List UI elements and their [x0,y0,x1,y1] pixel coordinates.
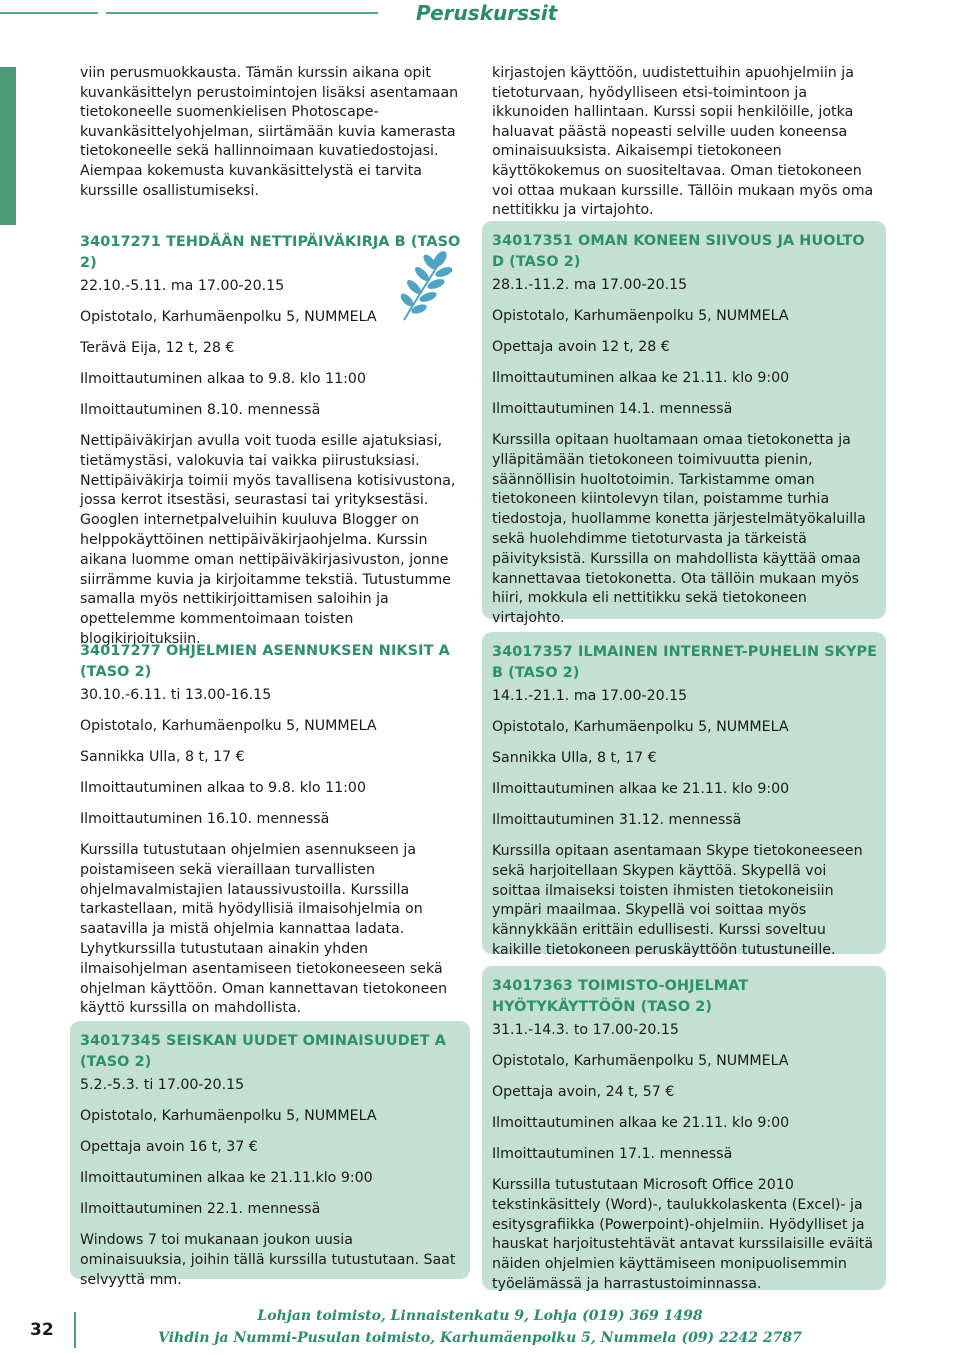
course-reg-start: Ilmoittautuminen alkaa ke 21.11. klo 9:00 [492,370,790,386]
course-place: Opistotalo, Karhumäenpolku 5, NUMMELA [492,719,789,735]
course-box-skype [482,632,886,958]
course-title: 34017363 TOIMISTO-OHJELMAT HYÖTYKÄYTTÖÖN (TASO 2) [492,978,749,1015]
intro-right-text: kirjastojen käyttöön, uudistettuihin apuohjelmiin ja tietoturvaan, hyödylliseen etsi-toimintoon ja ikkunoiden hallintaan. Kurssi sopii henkilöille, jotka haluavat päästä nopeasti selville uuden koneensa ominaisuuksista. Aikaisempi tietokoneen käyttökokemus on suositeltavaa. Oman tietokoneen voi ottaa mukaan kurssille. Tällöin mukaan myös oma nettitikku ja virtajohto. [492,65,874,219]
course-place: Opistotalo, Karhumäenpolku 5, NUMMELA [492,308,789,324]
course-title: 34017357 ILMAINEN INTERNET-PUHELIN SKYPE B (TASO 2) [492,644,878,681]
footer-contacts [0,1305,960,1349]
course-box-seiskan-uudet [70,1021,470,1288]
course-reg-start: Ilmoittautuminen alkaa to 9.8. klo 11:00 [80,371,366,387]
course-reg-start: Ilmoittautuminen alkaa to 9.8. klo 11:00 [80,780,366,796]
course-title: 34017345 SEISKAN UUDET OMINAISUUDET A (TASO 2) [80,1033,446,1070]
header-rule-middle [106,12,378,14]
course-description: Kurssilla tutustutaan Microsoft Office 2010 tekstinkäsittely (Word)-, taulukkolaskenta (Excel)- ja esitysgrafiikka (Powerpoint)-ohjelmiin. Hyödylliset ja hauskat harjoitustehtävät antavat kurssilaisille eväitä näiden ohjelmien käyttämiseen monipuolisemmin työelämässä ja harrastustoiminnassa. [492,1177,874,1292]
course-dates: 28.1.-11.2. ma 17.00-20.15 [492,277,688,293]
course-reg-end: Ilmoittautuminen 17.1. mennessä [492,1146,733,1162]
course-teacher: Sannikka Ulla, 8 t, 17 € [80,749,245,765]
course-title: 34017277 OHJELMIEN ASENNUKSEN NIKSIT A (TASO 2) [80,643,450,680]
course-teacher: Terävä Eija, 12 t, 28 € [80,340,235,356]
course-dates: 22.10.-5.11. ma 17.00-20.15 [80,278,285,294]
course-description: Kurssilla tutustutaan ohjelmien asennukseen ja poistamiseen sekä vieraillaan turvallisten ohjelmavalmistajien lataussivustoilla. Kurssilla tarkastellaan, mitä hyödyllisiä ilmaisohjelmia on saatavilla ja mistä ohjelmia kannattaa ladata. Lyhytkurssilla tutustutaan ainakin yhden ilmaisohjelman asentamiseen tietokoneeseen sekä ohjelman käyttöön. Oman kannettavan tietokoneen käyttö kurssilla on mahdollista. [80,842,448,1017]
page-section-title: Peruskurssit [402,0,960,26]
course-title: 34017271 TEHDÄÄN NETTIPÄIVÄKIRJA B (TASO 2) [80,234,461,271]
course-place: Opistotalo, Karhumäenpolku 5, NUMMELA [80,309,377,325]
footer-line-nummela: Vihdin ja Nummi-Pusulan toimisto, Karhumäenpolku 5, Nummela (09) 2242 2787 [158,1330,802,1346]
course-reg-end: Ilmoittautuminen 14.1. mennessä [492,401,733,417]
course-dates: 5.2.-5.3. ti 17.00-20.15 [80,1077,245,1093]
header-rule-left [0,12,98,14]
course-description: Kurssilla opitaan asentamaan Skype tietokoneeseen sekä harjoitellaan Skypen käyttöä. Skypellä voi soittaa ilmaiseksi toisten ihmisten tietokoneisiin ympäri maailmaa. Skypellä voi soittaa myös kännykkään erittäin edullisesti. Kurssi soveltuu kaikille tietokoneen peruskäyttöön tutustuneille. [492,843,863,958]
course-reg-end: Ilmoittautuminen 22.1. mennessä [80,1201,321,1217]
course-reg-end: Ilmoittautuminen 8.10. mennessä [80,402,321,418]
course-description: Kurssilla opitaan huoltamaan omaa tietokonetta ja ylläpitämään tietokoneen toimivuutta pienin, säännöllisin huoltotoimin. Tarkistamme oman tietokoneen kiintolevyn tilan, poistamme turhia tiedostoja, huollamme konetta järjestelmätyökaluilla sekä huolehdimme tietoturvasta ja tärkeistä päivityksistä. Kurssilla on mahdollista käyttää omaa kannettavaa tietokonetta. Ota tällöin mukaan myös hiiri, mokkula eli nettitikku sekä tietokoneen virtajohto. [492,432,866,627]
course-reg-start: Ilmoittautuminen alkaa ke 21.11. klo 9:00 [492,781,790,797]
course-place: Opistotalo, Karhumäenpolku 5, NUMMELA [80,718,377,734]
course-teacher: Opettaja avoin, 24 t, 57 € [492,1084,675,1100]
course-reg-start: Ilmoittautuminen alkaa ke 21.11. klo 9:00 [492,1115,790,1131]
course-description: Windows 7 toi mukanaan joukon uusia ominaisuuksia, joihin tällä kurssilla tutustutaan. Saat selvyyttä mm. [80,1232,456,1288]
course-dates: 31.1.-14.3. to 17.00-20.15 [492,1022,679,1038]
course-box-oman-koneen-siivous [482,221,886,627]
course-dates: 30.10.-6.11. ti 13.00-16.15 [80,687,272,703]
course-place: Opistotalo, Karhumäenpolku 5, NUMMELA [80,1108,377,1124]
course-title: 34017351 OMAN KONEEN SIIVOUS JA HUOLTO D (TASO 2) [492,233,865,270]
course-reg-end: Ilmoittautuminen 16.10. mennessä [80,811,330,827]
course-reg-end: Ilmoittautuminen 31.12. mennessä [492,812,742,828]
course-box-toimisto-ohjelmat [482,966,886,1290]
course-teacher: Opettaja avoin 16 t, 37 € [80,1139,258,1155]
course-dates: 14.1.-21.1. ma 17.00-20.15 [492,688,688,704]
course-description: Nettipäiväkirjan avulla voit tuoda esille ajatuksiasi, tietämystäsi, valokuvia tai vaikka piirustuksiasi. Nettipäiväkirja toimii myös tavallisena kotisivustona, jossa kerrot itsestäsi, seurastasi tai yrityksestäsi. Googlen internetpalveluihin kuuluva Blogger on helppokäyttöinen nettipäiväkirjaohjelma. Kurssin aikana luomme oman nettipäiväkirjasivuston, jonne siirrämme kuvia ja kirjoitamme tekstiä. Tutustumme samalla myös nettikirjoittamisen saloihin ja opettelemme kommentoimaan toisten blogikirjoituksiin. [80,433,456,647]
side-accent-bar [0,67,16,225]
course-teacher: Opettaja avoin 12 t, 28 € [492,339,670,355]
course-teacher: Sannikka Ulla, 8 t, 17 € [492,750,657,766]
rowan-leaf-icon [392,250,452,322]
intro-left-text: viin perusmuokkausta. Tämän kurssin aikana opit kuvankäsittelyn perustoimintojen lisäksi asentamaan tietokoneelle suomenkielisen Photoscape-kuvankäsittelyohjelman, siirtämään kuvia kamerasta tietokoneelle sekä hallinnoimaan kuvatiedostojasi. Aiempaa kokemusta kuvankäsittelystä ei tarvita kurssille osallistumiseksi. [80,65,459,199]
course-reg-start: Ilmoittautuminen alkaa ke 21.11.klo 9:00 [80,1170,373,1186]
course-place: Opistotalo, Karhumäenpolku 5, NUMMELA [492,1053,789,1069]
course-ohjelmien-asennus [80,641,468,1019]
footer-line-lohja: Lohjan toimisto, Linnaistenkatu 9, Lohja (019) 369 1498 [257,1308,703,1324]
page-number: 32 [30,1312,76,1348]
